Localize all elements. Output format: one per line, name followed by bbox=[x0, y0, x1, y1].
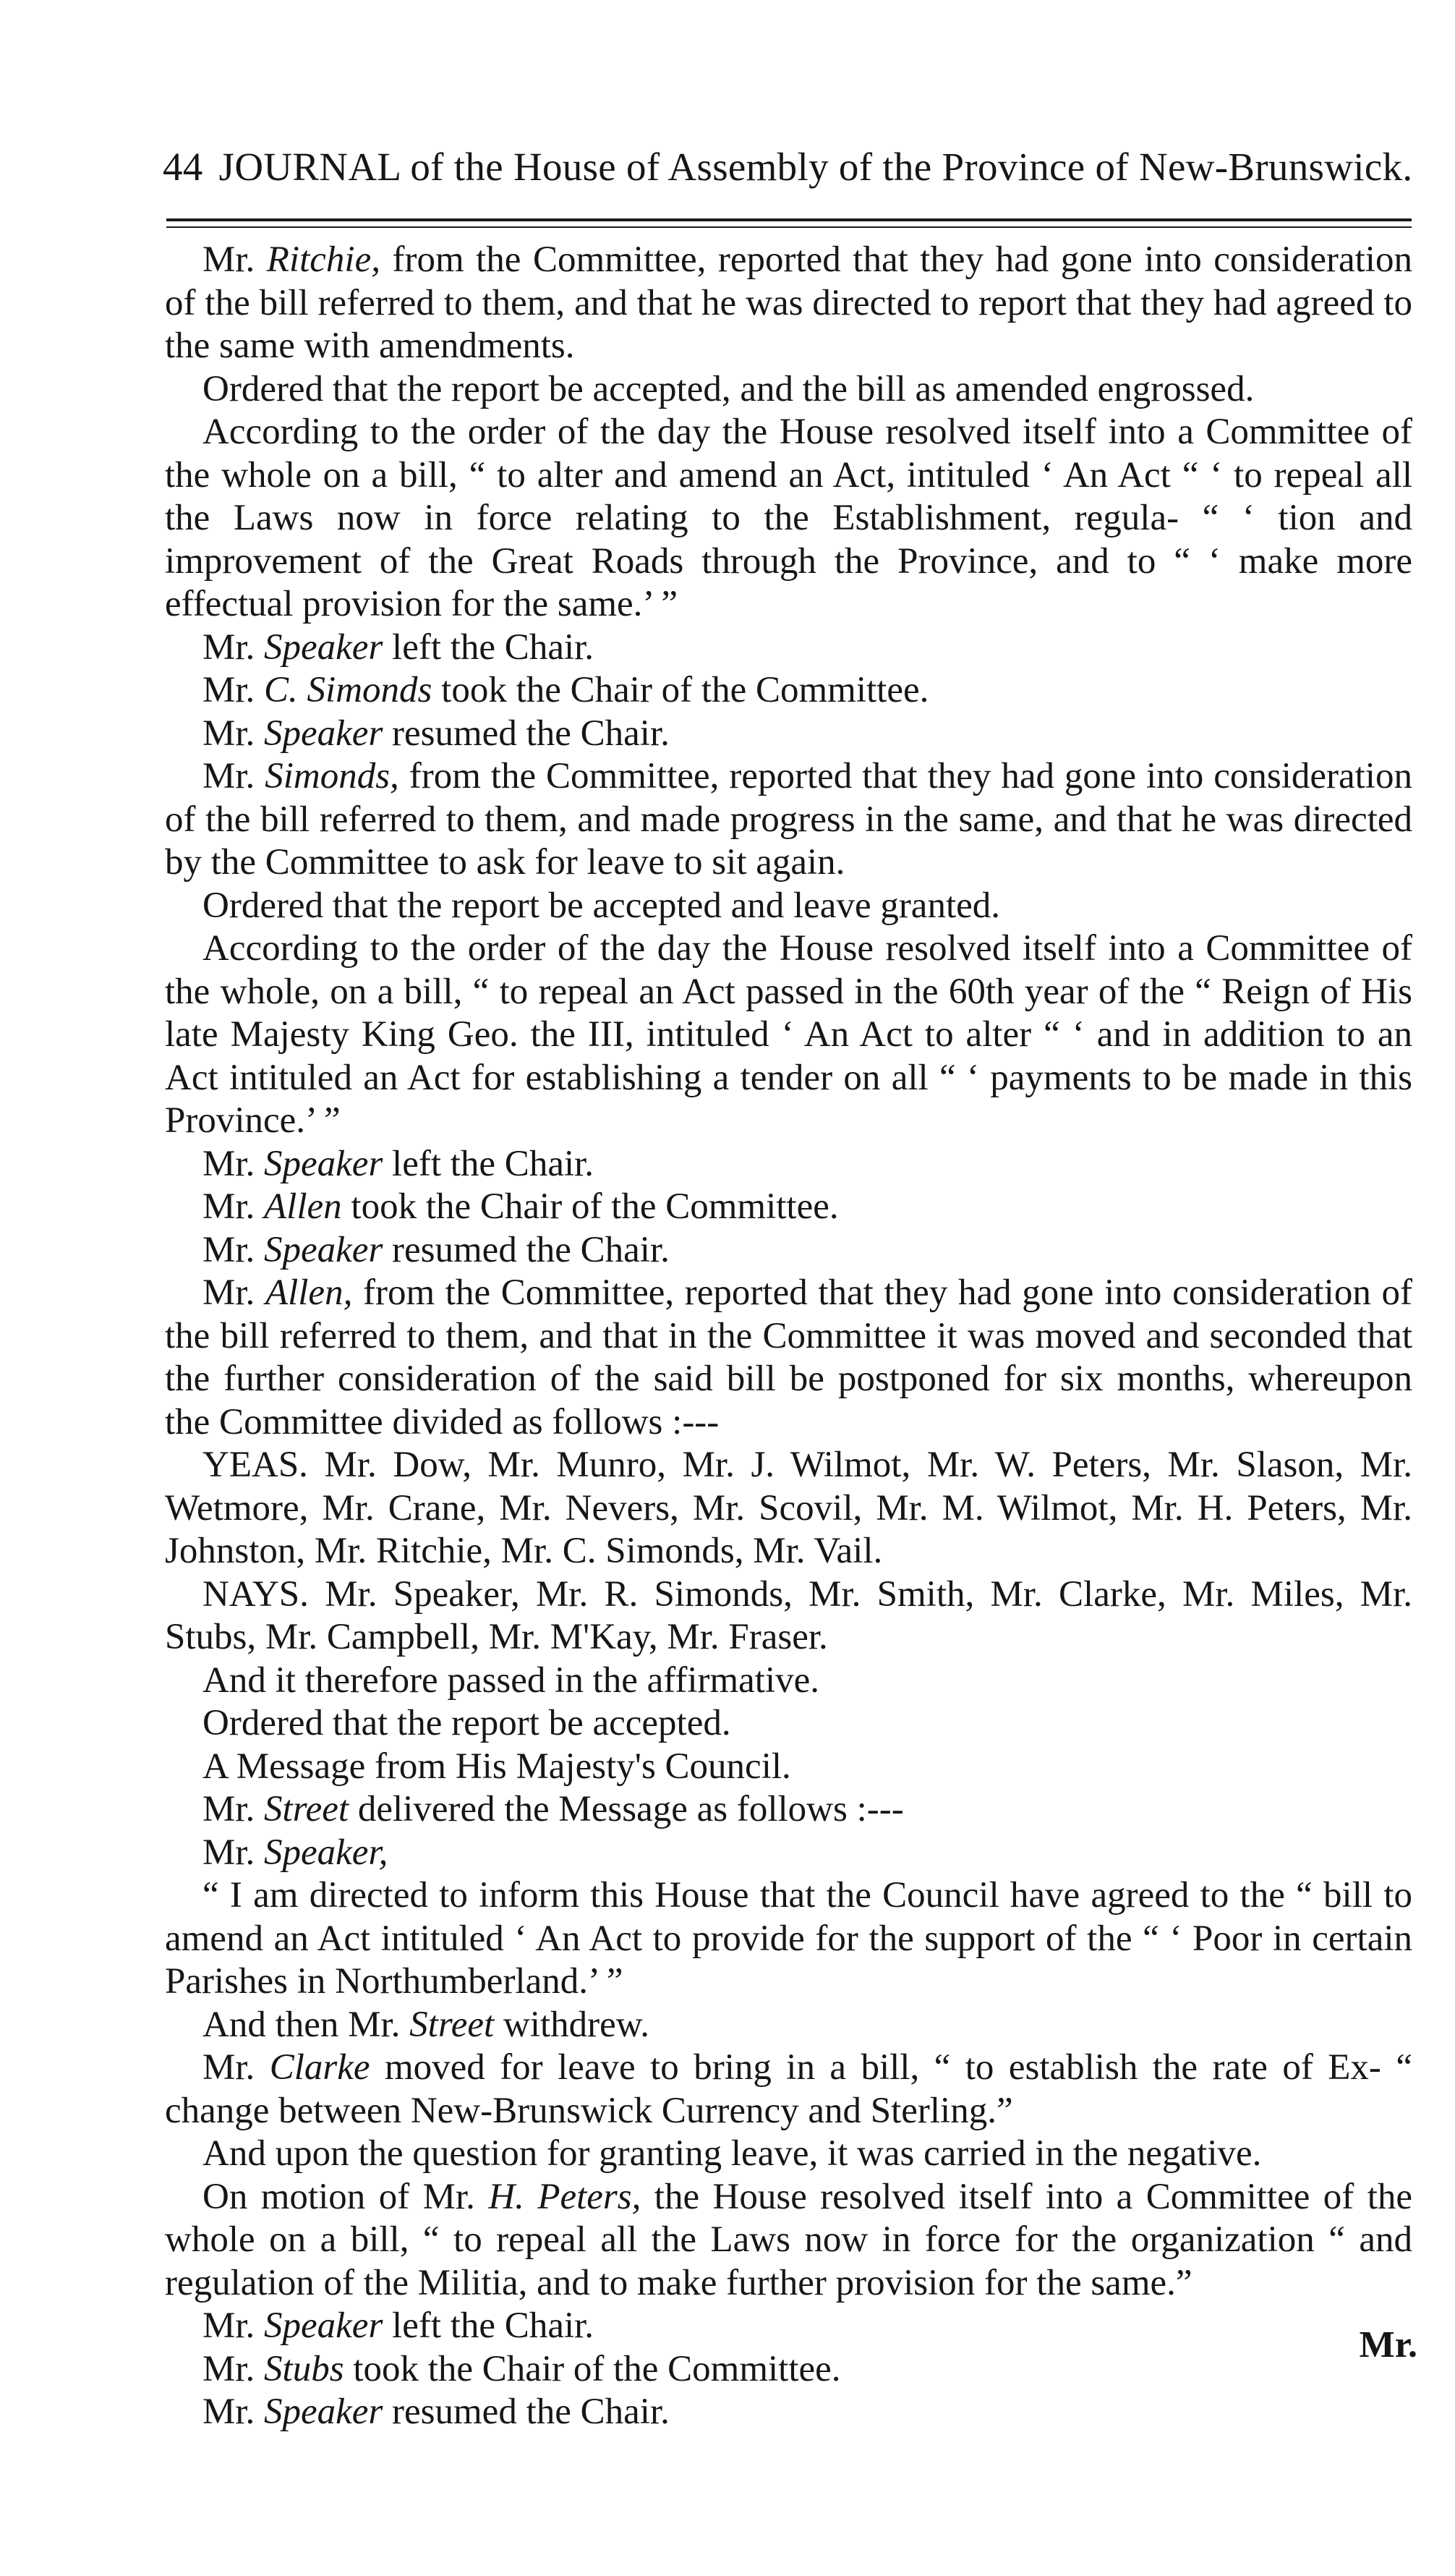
paragraph: On motion of Mr. H. Peters, the House resolved itself into a Committee of the whole on a bill, “ to repeal all the Laws now in force for the organization “ and regulation of the Militia, and to make further provision for the same.” bbox=[165, 2176, 1412, 2303]
paragraph: Mr. Speaker left the Chair. bbox=[202, 2305, 594, 2346]
paragraph: Mr. Speaker resumed the Chair. bbox=[202, 713, 670, 754]
paragraph: Mr. Allen, from the Committee, reported that they had gone into consideration of the bill referred to them, and that in the Committee it was moved and seconded that the further consideration of the said bill be postponed for six months, whereupon the Committee divided as follows :--- bbox=[165, 1272, 1412, 1442]
journal-body bbox=[165, 239, 1412, 2434]
vote-nays: NAYS. Mr. Speaker, Mr. R. Simonds, Mr. Smith, Mr. Clarke, Mr. Miles, Mr. Stubs, Mr. Campbell, Mr. M'Kay, Mr. Fraser. bbox=[165, 1573, 1412, 1657]
paragraph: And it therefore passed in the affirmative. bbox=[202, 1659, 820, 1701]
paragraph: Mr. C. Simonds took the Chair of the Committee. bbox=[202, 670, 929, 710]
paragraph: Mr. Clarke moved for leave to bring in a bill, “ to establish the rate of Ex- “ change between New-Brunswick Currency and Sterling.” bbox=[165, 2047, 1412, 2131]
paragraph: Ordered that the report be accepted and leave granted. bbox=[202, 885, 1000, 926]
paragraph: Mr. Speaker left the Chair. bbox=[202, 626, 594, 668]
paragraph: Mr. Street delivered the Message as follows :--- bbox=[202, 1789, 904, 1829]
paragraph: Ordered that the report be accepted. bbox=[202, 1703, 731, 1743]
header-rule-thin bbox=[166, 226, 1412, 228]
paragraph: Mr. Speaker resumed the Chair. bbox=[202, 2392, 670, 2432]
paragraph: A Message from His Majesty's Council. bbox=[202, 1746, 791, 1787]
paragraph: According to the order of the day the House resolved itself into a Committee of the whole, on a bill, “ to repeal an Act passed in the 60th year of the “ Reign of His late Majesty King Geo. the III, intituled ‘ An Act to alter “ ‘ and in addition to an Act intituled an Act for establishing a tender on all “ ‘ payments to be made in this Province.’ ” bbox=[165, 928, 1412, 1141]
message-salutation: Mr. Speaker, bbox=[202, 1832, 388, 1873]
paragraph: Mr. Ritchie, from the Committee, reported that they had gone into consideration of the bill referred to them, and that he was directed to report that they had agreed to the same with amendments. bbox=[165, 239, 1412, 366]
paragraph: According to the order of the day the House resolved itself into a Committee of the whole on a bill, “ to alter and amend an Act, intituled ‘ An Act “ ‘ to repeal all the Laws now in force relating to the Establishment, regula- “ ‘ tion and improvement of the Great Roads through the Province, and to “ ‘ make more effectual provision for the same.’ ” bbox=[165, 412, 1412, 624]
paragraph: And upon the question for granting leave, it was carried in the negative. bbox=[202, 2133, 1262, 2174]
page-number: 44 bbox=[163, 145, 203, 189]
vote-yeas: YEAS. Mr. Dow, Mr. Munro, Mr. J. Wilmot, Mr. W. Peters, Mr. Slason, Mr. Wetmore, Mr. Crane, Mr. Nevers, Mr. Scovil, Mr. M. Wilmot, Mr. H. Peters, Mr. Johnston, Mr. Ritchie, Mr. C. Simonds, Mr. Vail. bbox=[165, 1445, 1412, 1571]
page-header bbox=[163, 142, 1421, 192]
paragraph: Mr. Simonds, from the Committee, reported that they had gone into consideration of the bill referred to them, and made progress in the same, and that he was directed by the Committee to ask for leave to sit again. bbox=[165, 756, 1412, 883]
header-rule bbox=[166, 218, 1412, 221]
paragraph: Ordered that the report be accepted, and the bill as amended engrossed. bbox=[202, 368, 1255, 409]
paragraph: Mr. Speaker left the Chair. bbox=[202, 1143, 594, 1184]
paragraph: And then Mr. Street withdrew. bbox=[202, 2004, 650, 2045]
paragraph: Mr. Stubs took the Chair of the Committee. bbox=[202, 2348, 841, 2389]
catchword: Mr. bbox=[1359, 2324, 1417, 2365]
message-text: “ I am directed to inform this House that the Council have agreed to the “ bill to amend an Act intituled ‘ An Act to provide for the support of the “ ‘ Poor in certain Parishes in Northumberland.’ ” bbox=[165, 1875, 1412, 2002]
page-title: JOURNAL of the House of Assembly of the Province of New-Brunswick. bbox=[218, 145, 1413, 189]
paragraph: Mr. Allen took the Chair of the Committee. bbox=[202, 1186, 839, 1227]
paragraph: Mr. Speaker resumed the Chair. bbox=[202, 1229, 670, 1270]
